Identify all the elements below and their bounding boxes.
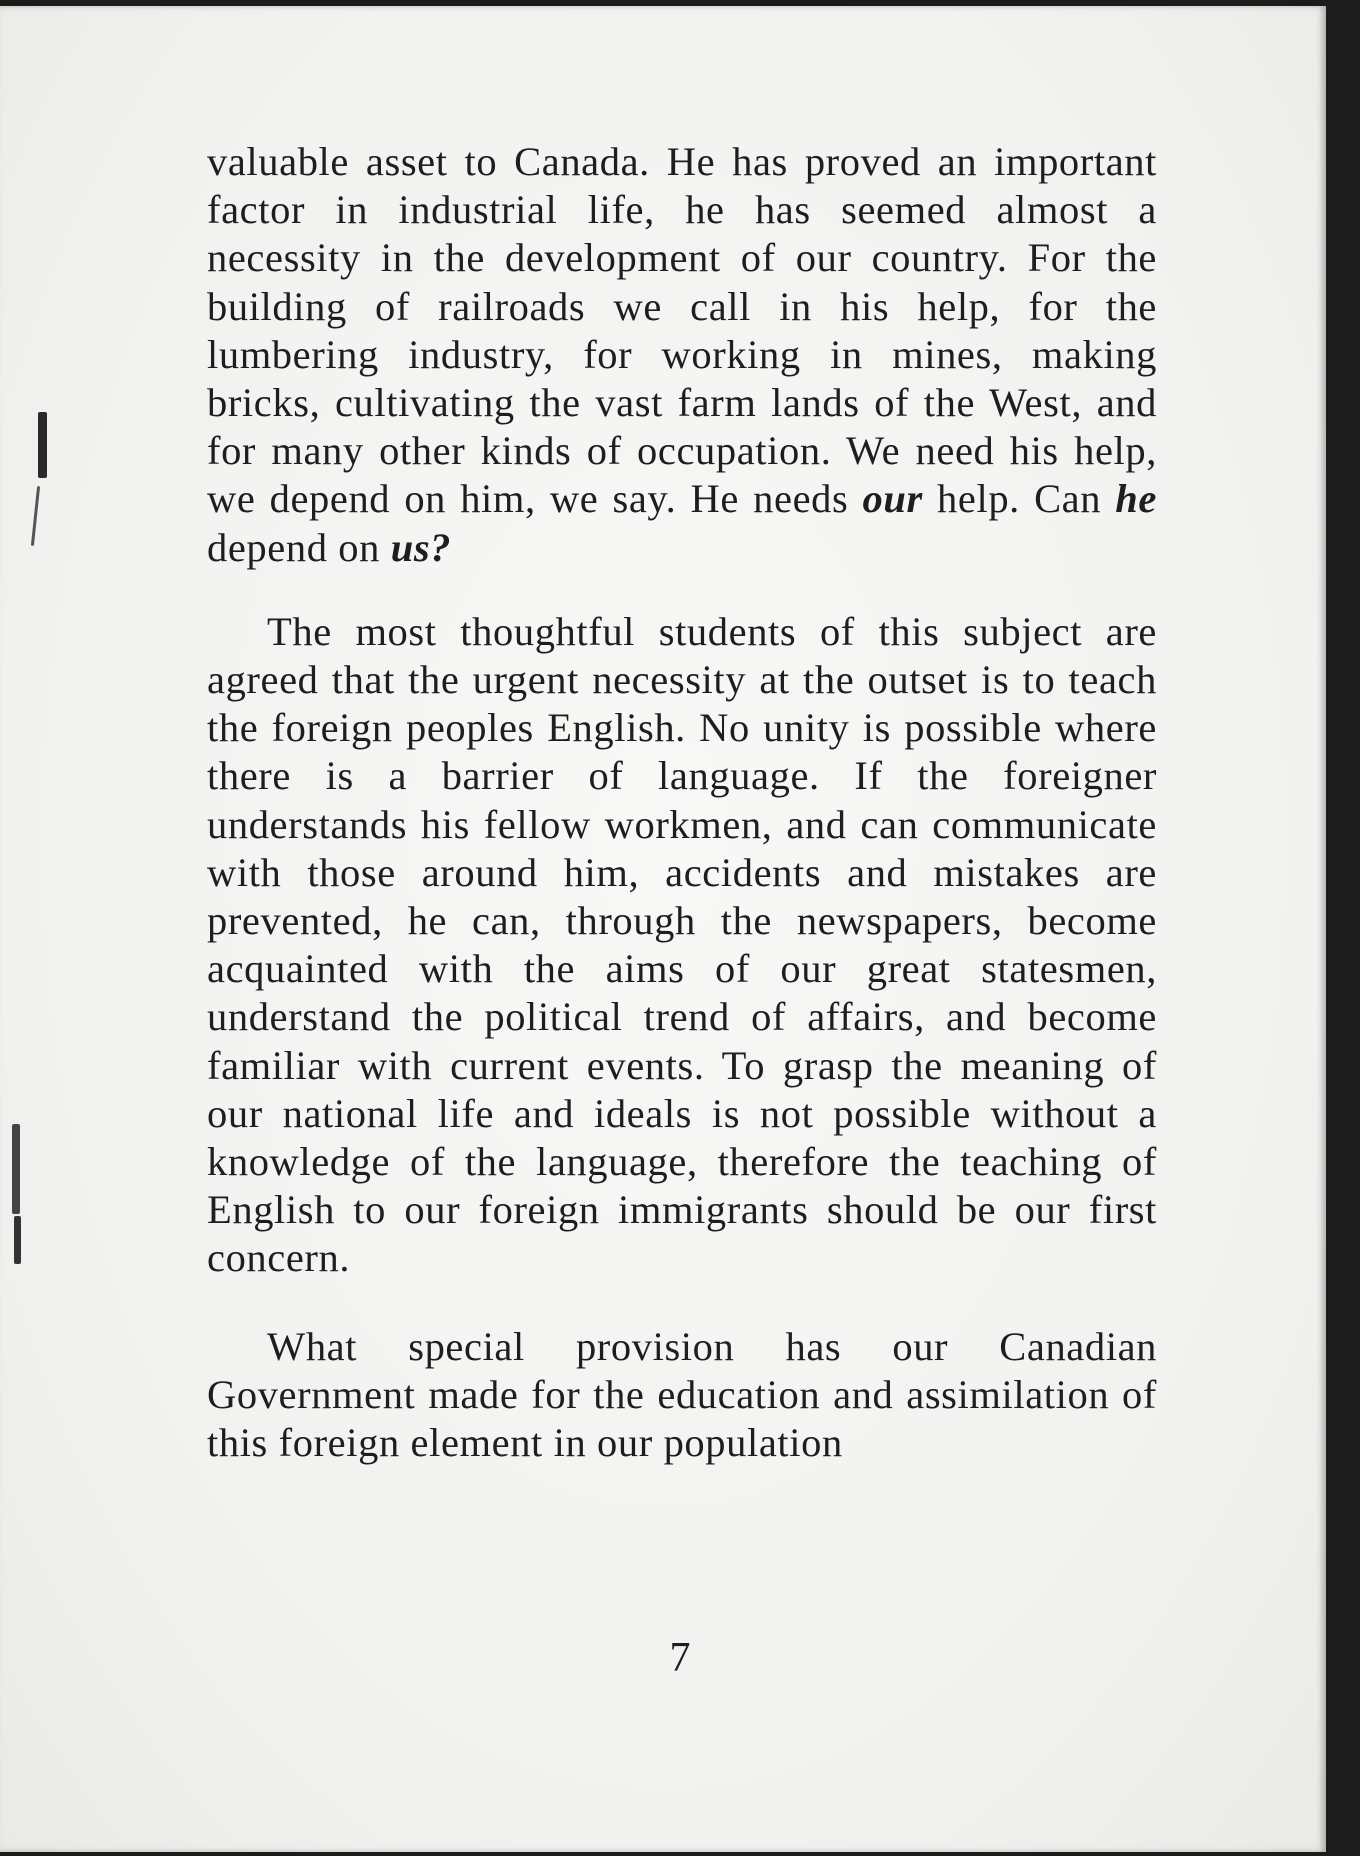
paragraph-3: What special provision has our Canadian Government made for the education and assimilation of this foreign element in our population — [207, 1323, 1157, 1466]
body-text — [207, 138, 1157, 1467]
emphasis-us: us? — [390, 524, 452, 570]
emphasis-our: our — [862, 476, 923, 522]
paragraph-1-text-a: valuable asset to Canada. He has proved an important factor in industrial life, he has seemed almost a necessity in the development of our country. For the building of railroads we call in his help, for the lumbering industry, for working in mines, making bricks, cultivating the vast farm lands of the West, and for many other kinds of occupation. We need his help, we depend on him, we say. He needs — [207, 139, 1157, 522]
paragraph-1-text-c: depend on — [207, 524, 391, 570]
paragraph-2: The most thoughtful students of this subject are agreed that the urgent necessity at the outset is to teach the foreign peoples English. No unity is possible where there is a barrier of language. If the foreigner understands his fellow workmen, and can communicate with those around him, accidents and mistakes are prevented, he can, through the newspapers, become acquainted with the aims of our great statesmen, understand the political trend of affairs, and become familiar with current events. To grasp the meaning of our national life and ideals is not possible without a knowledge of the language, therefore the teaching of English to our foreign immigrants should be our first concern. — [207, 608, 1157, 1281]
binding-mark — [12, 1124, 20, 1214]
binding-mark — [14, 1216, 21, 1264]
paragraph-1 — [207, 138, 1157, 572]
binding-mark — [38, 412, 47, 478]
paragraph-1-text-b: help. Can — [922, 476, 1116, 522]
binding-mark — [31, 486, 40, 546]
emphasis-he: he — [1115, 476, 1157, 522]
page-number: 7 — [669, 1635, 691, 1681]
